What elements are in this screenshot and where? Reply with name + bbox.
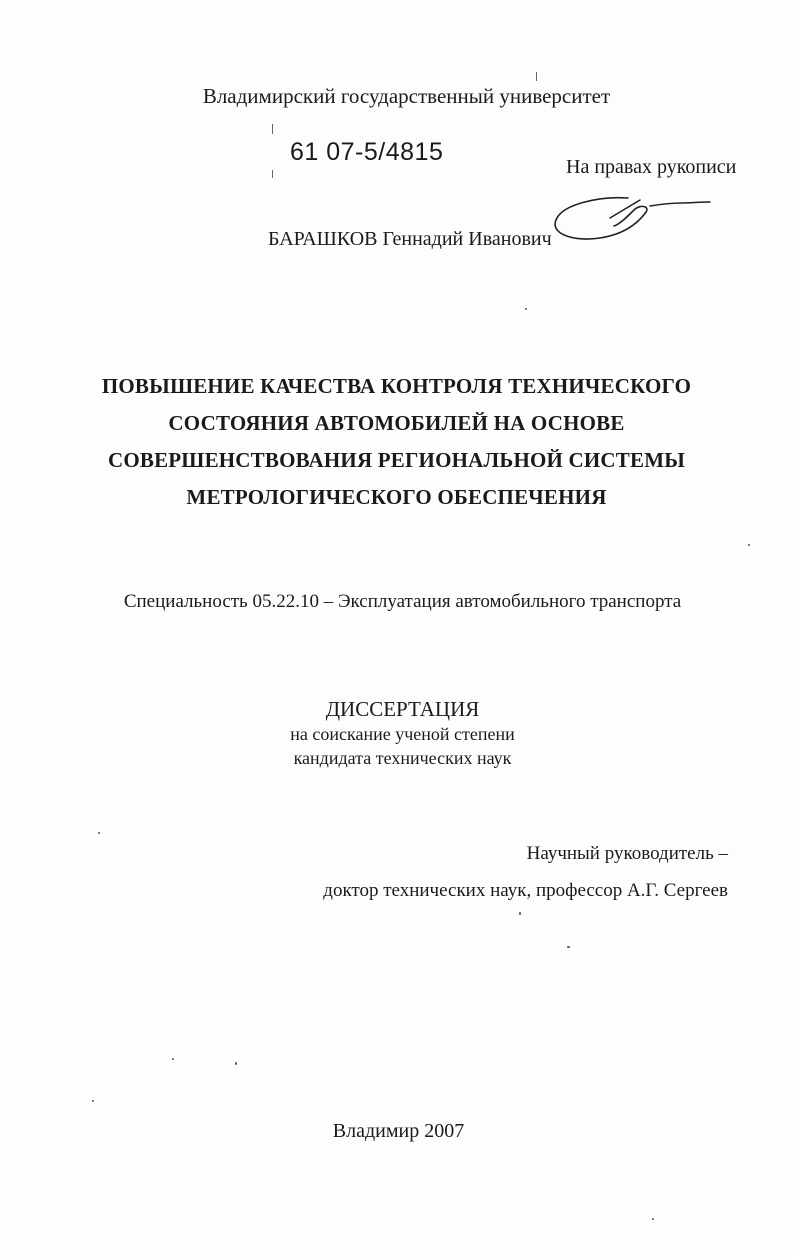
supervisor-name: доктор технических наук, профессор А.Г. Сергеев bbox=[323, 880, 728, 901]
title-line: СОСТОЯНИЯ АВТОМОБИЛЕЙ НА ОСНОВЕ bbox=[168, 411, 625, 435]
scan-speck bbox=[567, 946, 570, 948]
author-name: БАРАШКОВ Геннадий Иванович bbox=[268, 228, 552, 250]
university-name: Владимирский государственный университет bbox=[202, 84, 611, 108]
author-signature bbox=[550, 188, 720, 248]
dissertation-type-block bbox=[0, 696, 793, 770]
supervisor-label: Научный руководитель – bbox=[526, 843, 728, 864]
scan-speck bbox=[235, 1062, 237, 1065]
scan-speck bbox=[652, 1218, 654, 1220]
scan-speck bbox=[172, 1058, 174, 1060]
degree-line-2: кандидата технических наук bbox=[293, 748, 512, 768]
scan-speck bbox=[98, 832, 100, 834]
city-year: Владимир 2007 bbox=[332, 1120, 465, 1142]
title-line: СОВЕРШЕНСТВОВАНИЯ РЕГИОНАЛЬНОЙ СИСТЕМЫ bbox=[107, 448, 686, 472]
scan-speck bbox=[525, 308, 527, 310]
scan-mark bbox=[272, 170, 273, 178]
manuscript-rights-note: На правах рукописи bbox=[566, 156, 737, 178]
title-line: МЕТРОЛОГИЧЕСКОГО ОБЕСПЕЧЕНИЯ bbox=[186, 485, 607, 509]
title-line: ПОВЫШЕНИЕ КАЧЕСТВА КОНТРОЛЯ ТЕХНИЧЕСКОГО bbox=[101, 374, 692, 398]
dissertation-heading: ДИССЕРТАЦИЯ bbox=[325, 697, 480, 721]
degree-line-1: на соискание ученой степени bbox=[290, 724, 515, 744]
dissertation-title bbox=[0, 368, 793, 516]
scan-mark bbox=[536, 72, 537, 81]
scan-speck bbox=[748, 544, 750, 546]
library-shelfmark: 61 07-5/4815 bbox=[290, 138, 444, 166]
scan-mark bbox=[272, 124, 273, 134]
scan-speck bbox=[92, 1100, 94, 1102]
scan-speck bbox=[519, 912, 521, 915]
specialty-line: Специальность 05.22.10 – Эксплуатация автомобильного транспорта bbox=[123, 591, 682, 612]
